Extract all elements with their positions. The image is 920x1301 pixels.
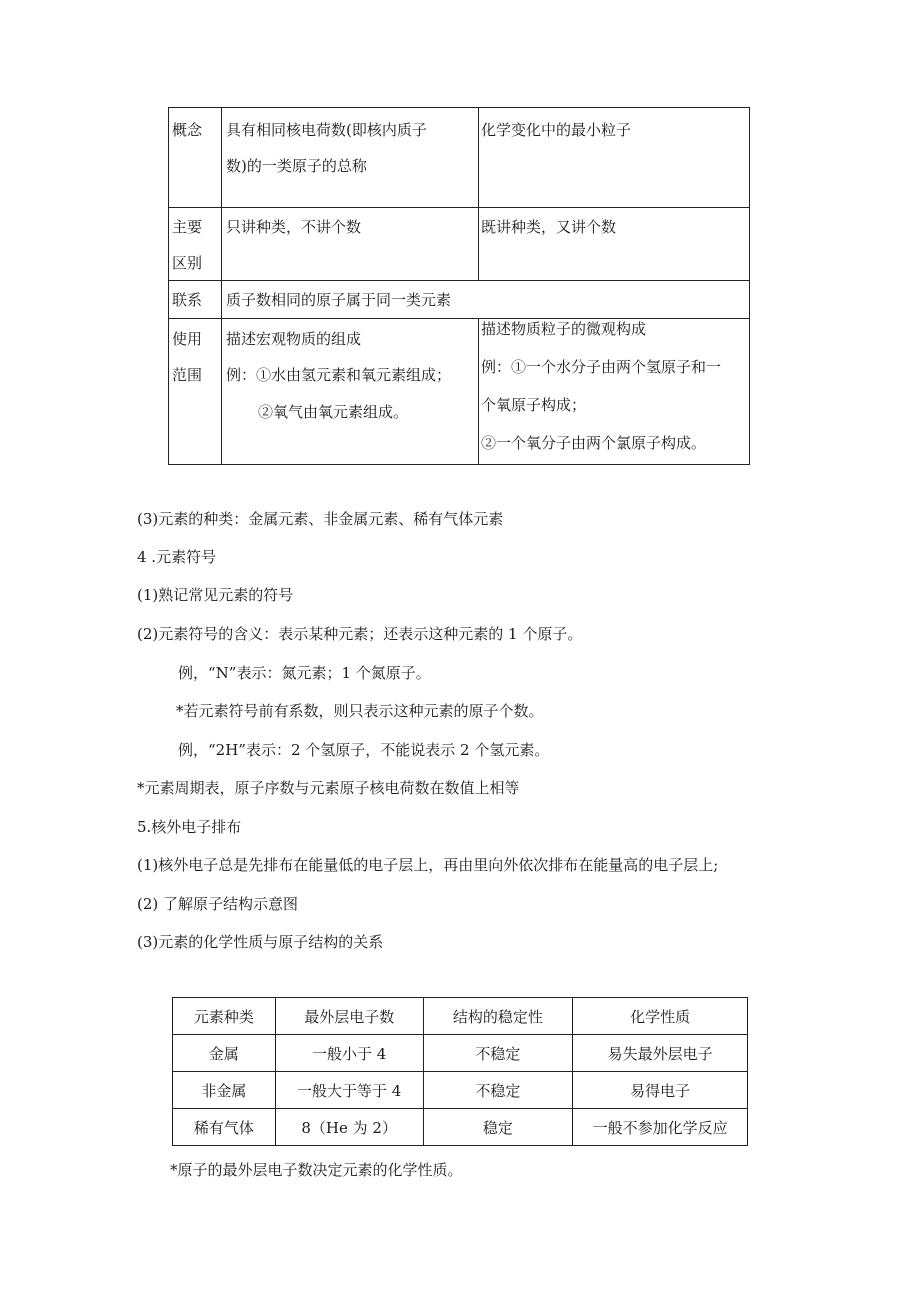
cell-text: ②氧气由氧元素组成。: [258, 403, 409, 421]
header-cell: 最外层电子数: [275, 998, 423, 1035]
paragraph: (2)元素符号的含义：表示某种元素；还表示这种元素的 1 个原子。: [137, 625, 583, 643]
cell-text: ②一个氧分子由两个氯原子构成。: [481, 434, 707, 452]
paragraph: 例，“2H”表示：2 个氢原子，不能说表示 2 个氢元素。: [178, 741, 550, 759]
table-cell: 易得电子: [573, 1072, 748, 1109]
table-cell: 非金属: [173, 1072, 276, 1109]
row-label: 概念: [172, 121, 203, 139]
cell-text: 描述宏观物质的组成: [226, 330, 362, 348]
concept-comparison-table: [168, 107, 750, 465]
table-row: [173, 1109, 748, 1146]
cell-text: 只讲种类，不讲个数: [226, 218, 362, 236]
cell-text: 描述物质粒子的微观构成: [481, 320, 647, 338]
cell-text: 个氧原子构成；: [481, 396, 587, 414]
table-cell: 一般大于等于 4: [275, 1072, 423, 1109]
paragraph: (1)熟记常见元素的符号: [137, 586, 294, 604]
table-cell: 易失最外层电子: [573, 1035, 748, 1072]
table-row: [173, 1072, 748, 1109]
table-cell: 不稳定: [423, 1072, 573, 1109]
table-cell: [478, 107, 750, 208]
table-cell: [221, 107, 479, 208]
row-label: 区别: [172, 254, 203, 272]
table-cell: [478, 318, 750, 465]
row-label: 联系: [172, 291, 203, 309]
table-cell: [168, 207, 222, 281]
cell-text: 化学变化中的最小粒子: [481, 121, 632, 139]
row-label: 使用: [172, 330, 203, 348]
row-label: 范围: [172, 366, 203, 384]
table-cell: [168, 280, 222, 319]
cell-text: 具有相同核电荷数(即核内质子: [226, 121, 427, 139]
section-heading: 4 .元素符号: [137, 548, 217, 566]
cell-text: 例：①一个水分子由两个氢原子和一: [481, 358, 722, 376]
table-header-row: [173, 998, 748, 1035]
paragraph: *元素周期表，原子序数与元素原子核电荷数在数值上相等: [137, 779, 520, 797]
table-cell: [221, 318, 479, 465]
table-cell: [168, 107, 222, 208]
table-row: [173, 1035, 748, 1072]
header-cell: 元素种类: [173, 998, 276, 1035]
paragraph: 例，“N”表示：氮元素；1 个氮原子。: [178, 664, 431, 682]
section-heading: 5.核外电子排布: [137, 818, 242, 836]
paragraph: (1)核外电子总是先排布在能量低的电子层上，再由里向外依次排布在能量高的电子层上;: [137, 856, 719, 874]
cell-text: 质子数相同的原子属于同一类元素: [226, 291, 452, 309]
cell-text: 数)的一类原子的总称: [226, 157, 367, 175]
table-cell: 金属: [173, 1035, 276, 1072]
table-cell: 8（He 为 2）: [275, 1109, 423, 1146]
table-cell: [478, 207, 750, 281]
table-cell: 一般不参加化学反应: [573, 1109, 748, 1146]
header-cell: 化学性质: [573, 998, 748, 1035]
paragraph: *若元素符号前有系数，则只表示这种元素的原子个数。: [176, 702, 544, 720]
table-cell: [221, 280, 750, 319]
table-cell: [221, 207, 479, 281]
table-cell: [168, 318, 222, 465]
paragraph: (3)元素的种类：金属元素、非金属元素、稀有气体元素: [137, 510, 504, 528]
table-cell: 不稳定: [423, 1035, 573, 1072]
table-cell: 一般小于 4: [275, 1035, 423, 1072]
header-cell: 结构的稳定性: [423, 998, 573, 1035]
cell-text: 既讲种类，又讲个数: [481, 218, 617, 236]
paragraph: (3)元素的化学性质与原子结构的关系: [137, 933, 384, 951]
table-cell: 稀有气体: [173, 1109, 276, 1146]
cell-text: 例：①水由氢元素和氧元素组成；: [226, 366, 452, 384]
table-cell: 稳定: [423, 1109, 573, 1146]
element-properties-table: [172, 997, 748, 1146]
row-label: 主要: [172, 218, 203, 236]
footnote: *原子的最外层电子数决定元素的化学性质。: [170, 1161, 463, 1179]
paragraph: (2) 了解原子结构示意图: [137, 895, 299, 913]
